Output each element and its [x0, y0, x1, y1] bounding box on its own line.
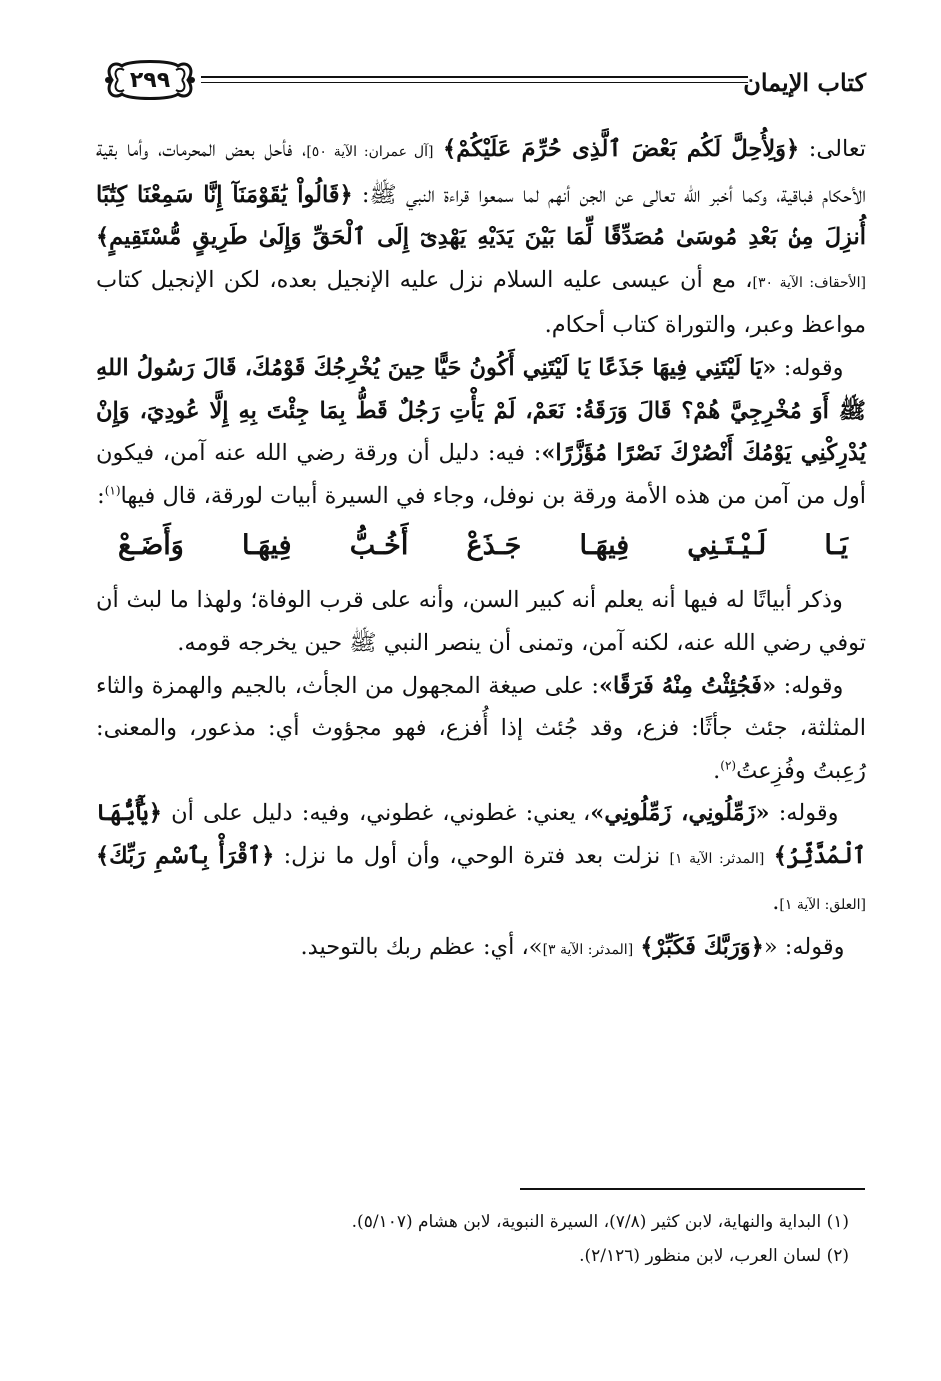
verse-reference: [المدثر: الآية ٣]: [542, 942, 634, 959]
hadith-quote: «زَمِّلُونِي، زَمِّلُونِي»: [590, 800, 770, 827]
paragraph-1: تعالى: ﴿وَلِأُحِلَّ لَكُم بَعْضَ ٱلَّذِى حُرِّمَ عَلَيْكُمْ﴾ [آل عمران: الآية ٥٠]، فأحل بعض المحرمات، وأما بقية الأحكام فباقية، وكما أخبر الله تعالى عن الجن أنهم لما سمعوا قراءة النبي ﷺ: ﴿قَالُواْ يَٰقَوْمَنَآ إِنَّا سَمِعْنَا كِتَٰبًا أُنزِلَ مِنۢ بَعْدِ مُوسَىٰ مُصَدِّقًا لِّمَا بَيْنَ يَدَيْهِ يَهْدِىٓ إِلَى ٱلْحَقِّ وَإِلَىٰ طَرِيقٍ مُّسْتَقِيمٍ﴾ [الأحقاف: الآية ٣٠]، مع أن عيسى عليه السلام نزل عليه الإنجيل بعده، لكن الإنجيل كتاب مواعظ وعبر، والتوراة كتاب أحكام.: [96, 136, 867, 339]
quran-quote: ﴿قَالُواْ يَٰقَوْمَنَآ إِنَّا سَمِعْنَا كِتَٰبًا أُنزِلَ مِنۢ بَعْدِ مُوسَىٰ مُصَدِّقًا لِّمَا بَيْنَ يَدَيْهِ يَهْدِىٓ إِلَى ٱلْحَقِّ وَإِلَىٰ طَرِيقٍ مُّسْتَقِيمٍ﴾: [96, 181, 866, 251]
hadith-quote: «يَا لَيْتَنِي فِيهَا جَذَعًا يَا لَيْتَنِي أَكُونُ حَيًّا حِينَ يُخْرِجُكَ قَوْمُكَ، قَالَ رَسُولُ اللهِ ﷺ أَوَ مُخْرِجِيَّ هُمْ؟ قَالَ وَرَقَةُ: نَعَمْ، لَمْ يَأْتِ رَجُلٌ قَطُّ بِمَا جِئْتَ بِهِ إِلَّا عُودِيَ، وَإِنْ يُدْرِكْنِي يَوْمُكَ أَنْصُرْكَ نَصْرًا مُؤَزَّرًا»: [96, 354, 866, 467]
book-title: كتاب الإيمان: [743, 68, 866, 97]
paragraph-3: وذكر أبياتًا له فيها أنه يعلم أنه كبير السن، وأنه على قرب الوفاة؛ ولهذا ما لبث أن توفي رضي الله عنه، لكنه آمن، وتمنى أن ينصر النبي ﷺ حين يخرجه قومه.: [96, 587, 866, 656]
footnote-divider: [520, 1188, 865, 1190]
page-header: [96, 58, 866, 118]
verse-reference: [الأحقاف: الآية ٣٠]: [752, 274, 867, 291]
verse-reference: [المدثر: الآية ١]: [669, 850, 765, 867]
page-number: ٢٩٩: [129, 67, 171, 93]
footnotes: [79, 1205, 849, 1273]
footnote-2: (٢) لسان العرب، لابن منظور (٢/١٢٦).: [579, 1246, 849, 1266]
paragraph-6: وقوله: «﴿وَرَبَّكَ فَكَبِّرْ﴾ [المدثر: الآية ٣]»، أي: عظم ربك بالتوحيد.: [300, 934, 845, 961]
verse-reference: [آل عمران: الآية ٥٠]: [306, 144, 434, 160]
poetry-verse: [96, 517, 866, 579]
quran-quote: ﴿وَرَبَّكَ فَكَبِّرْ﴾: [640, 934, 764, 961]
verse-word: لَـيْـتَـنِي: [687, 530, 767, 562]
verse-word: يَـا: [824, 530, 848, 562]
quran-quote: ﴿يَٰٓأَيُّهَا ٱلْمُدَّثِّرُ﴾: [96, 800, 866, 869]
page-number-badge: [100, 58, 200, 102]
verse-word: وَأَضَـعْ: [118, 530, 184, 562]
paragraph-5: وقوله: «زَمِّلُونِي، زَمِّلُونِي»، يعني: غطوني، غطوني، وفيه: دليل على أن ﴿يَٰٓأَيُّهَا ٱلْمُدَّثِّرُ﴾ [المدثر: الآية ١] نزلت بعد فترة الوحي، وأن أول ما نزل: ﴿ٱقْرَأْ بِٱسْمِ رَبِّكَ﴾ [العلق: الآية ١].: [96, 800, 866, 915]
footnote-ref: (٢): [720, 758, 737, 773]
paragraph-4: وقوله: «فَجُئِثْتُ مِنْهُ فَرَقًا»: على صيغة المجهول من الجأث، بالجيم والهمزة والثاء المثلثة، جئث جأثًا: فزع، وقد جُئث إذا أُفزع، فهو مجؤوث أي: مذعور، والمعنى: رُعِبتُ وفُزِعتُ$^{(٢)}$.: [96, 672, 866, 784]
footnote-1: (١) البداية والنهاية، لابن كثير (٧/٨)، السيرة النبوية، لابن هشام (٥/١٠٧).: [351, 1212, 849, 1232]
main-text: [96, 128, 866, 972]
verse-word: فِيهَـا: [241, 530, 292, 562]
header-rule: [201, 76, 748, 78]
verse-word: أَخُـبُّ: [349, 530, 409, 562]
verse-reference: [العلق: الآية ١]: [779, 896, 866, 913]
verse-word: فِيهَـا: [579, 530, 630, 562]
quran-quote: ﴿ٱقْرَأْ بِٱسْمِ رَبِّكَ﴾: [96, 842, 275, 869]
footnote-ref: (١): [104, 483, 121, 498]
header-rule-thin: [201, 82, 748, 83]
hadith-quote: «فَجُئِثْتُ مِنْهُ فَرَقًا»: [598, 672, 777, 699]
paragraph-2: وقوله: «يَا لَيْتَنِي فِيهَا جَذَعًا يَا لَيْتَنِي أَكُونُ حَيًّا حِينَ يُخْرِجُكَ قَوْمُكَ، قَالَ رَسُولُ اللهِ ﷺ أَوَ مُخْرِجِيَّ هُمْ؟ قَالَ وَرَقَةُ: نَعَمْ، لَمْ يَأْتِ رَجُلٌ قَطُّ بِمَا جِئْتَ بِهِ إِلَّا عُودِيَ، وَإِنْ يُدْرِكْنِي يَوْمُكَ أَنْصُرْكَ نَصْرًا مُؤَزَّرًا»: فيه: دليل أن ورقة رضي الله عنه آمن، فيكون أول من آمن من هذه الأمة ورقة بن نوفل، وجاء في السيرة أبيات لورقة، قال فيها$^{(١)}$:: [96, 354, 866, 509]
verse-word: جَـذَعْ: [466, 530, 522, 562]
quran-quote: ﴿وَلِأُحِلَّ لَكُم بَعْضَ ٱلَّذِى حُرِّمَ عَلَيْكُمْ﴾: [443, 136, 800, 162]
